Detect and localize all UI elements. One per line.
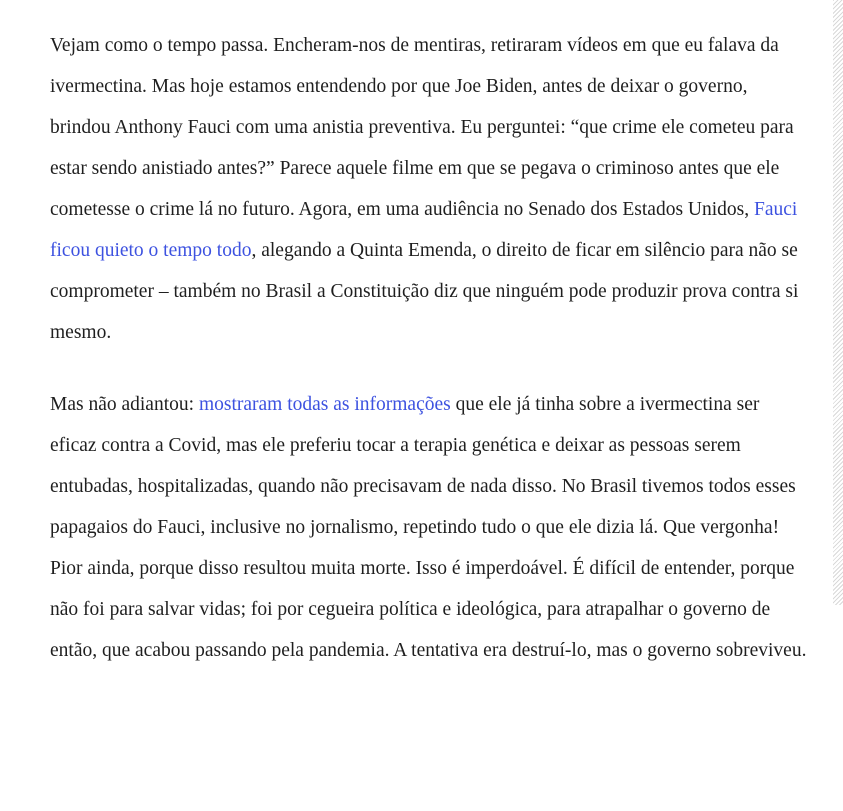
paragraph-1-text-start: Vejam como o tempo passa. Encheram-nos de mentiras, retiraram vídeos em que eu falava da ivermectina. Mas hoje estamos entendendo por que Joe Biden, antes de deixar o governo, brindou Anthony Fauci com uma anistia preventiva. Eu perguntei: “que crime ele cometeu para estar sendo anistiado antes?” Parece aquele filme em que se pegava o criminoso antes que ele cometesse o crime lá no futuro. Agora, em uma audiência no Senado dos Estados Unidos, (50, 35, 794, 220)
link-mostraram-informacoes[interactable]: mostraram todas as informações (198, 394, 451, 415)
paragraph-2-text-start: Mas não adiantou: (50, 394, 199, 415)
side-scroll-track[interactable] (833, 0, 843, 605)
article-body (50, 25, 810, 671)
paragraph-2-text-end: que ele já tinha sobre a ivermectina ser eficaz contra a Covid, mas ele preferiu tocar a terapia genética e deixar as pessoas serem entubadas, hospitalizadas, quando não precisavam de nada disso. No Brasil tivemos todos esses papagaios do Fauci, inclusive no jornalismo, repetindo tudo o que ele dizia lá. Que vergonha! Pior ainda, porque disso resultou muita morte. Isso é imperdoável. É difícil de entender, porque não foi para salvar vidas; foi por cegueira política e ideológica, para atrapalhar o governo de então, que acabou passando pela pandemia. A tentativa era destruí-lo, mas o governo sobreviveu. (50, 394, 807, 661)
link-fauci-ficou-quieto[interactable]: Fauci ficou quieto o tempo todo (50, 199, 798, 261)
article-paragraph-2 (50, 384, 810, 671)
paragraph-1-text-end: , alegando a Quinta Emenda, o direito de ficar em silêncio para não se comprometer – também no Brasil a Constituição diz que ninguém pode produzir prova contra si mesmo. (50, 240, 799, 343)
article-paragraph-1 (50, 25, 810, 353)
